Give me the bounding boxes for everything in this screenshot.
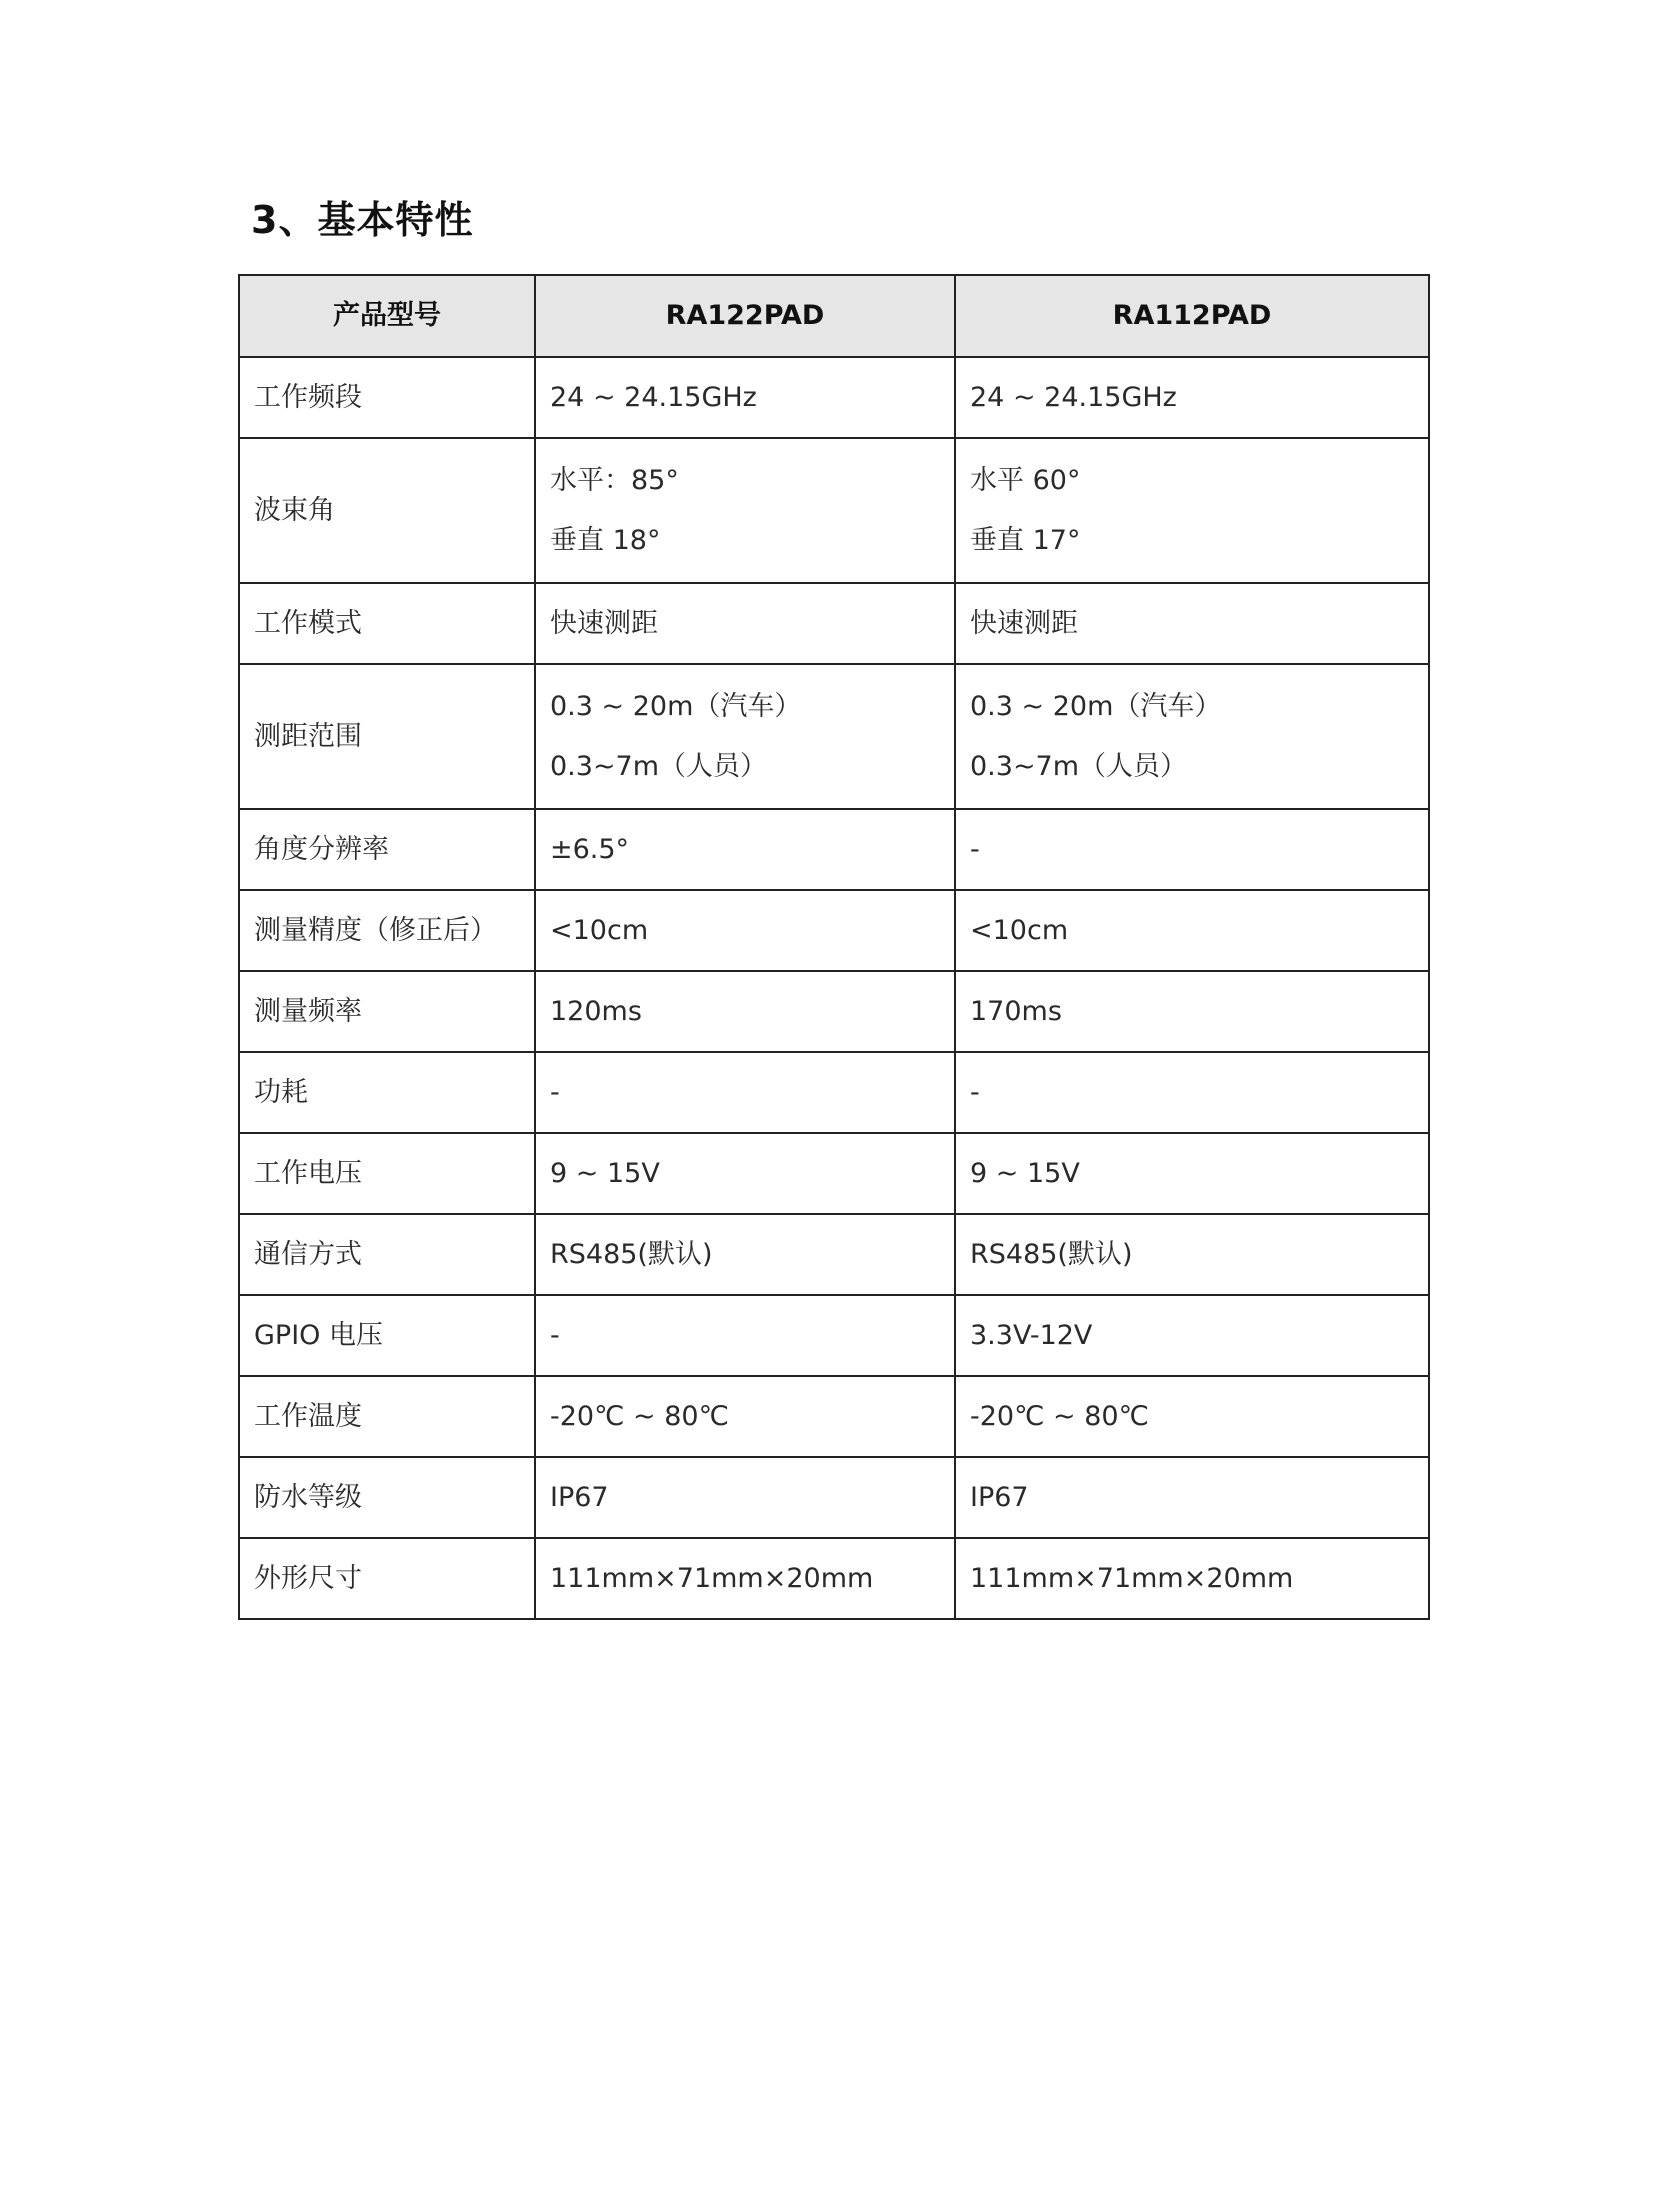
cell-line: 水平：85° [550, 464, 679, 496]
cell-line: 0.3 ~ 20m（汽车） [970, 690, 1222, 722]
cell-model-b [955, 438, 1429, 583]
row-label: 通信方式 [239, 1214, 535, 1295]
cell-model-a [535, 1133, 955, 1214]
cell-line: 0.3~7m（人员） [970, 750, 1188, 782]
cell-model-b [955, 1457, 1429, 1538]
row-label: 测量精度（修正后） [239, 890, 535, 971]
cell-model-a [535, 890, 955, 971]
cell-line: <10cm [970, 914, 1069, 946]
table-row [239, 357, 1429, 438]
cell-line: 120ms [550, 995, 642, 1027]
row-label: 工作电压 [239, 1133, 535, 1214]
cell-line: 24 ~ 24.15GHz [970, 381, 1177, 413]
table-row [239, 1376, 1429, 1457]
cell-line: - [550, 1319, 560, 1351]
cell-model-b [955, 1133, 1429, 1214]
cell-model-b [955, 971, 1429, 1052]
cell-model-a [535, 1376, 955, 1457]
cell-line: 垂直 18° [550, 524, 661, 556]
cell-line: RS485(默认) [550, 1238, 713, 1270]
cell-model-b [955, 890, 1429, 971]
row-label: 外形尺寸 [239, 1538, 535, 1619]
table-row [239, 1133, 1429, 1214]
cell-line: -20℃ ~ 80℃ [550, 1400, 729, 1432]
table-row [239, 1052, 1429, 1133]
table-row [239, 1214, 1429, 1295]
cell-model-a [535, 1457, 955, 1538]
cell-model-b [955, 1376, 1429, 1457]
row-label: 测距范围 [239, 664, 535, 809]
cell-model-b [955, 357, 1429, 438]
row-label: 工作温度 [239, 1376, 535, 1457]
cell-line: 9 ~ 15V [550, 1157, 660, 1189]
row-label: 测量频率 [239, 971, 535, 1052]
table-header-row [239, 275, 1429, 357]
cell-line: RS485(默认) [970, 1238, 1133, 1270]
cell-model-b [955, 1295, 1429, 1376]
cell-line: 快速测距 [970, 607, 1078, 639]
cell-line: IP67 [550, 1481, 609, 1513]
row-label: GPIO 电压 [239, 1295, 535, 1376]
cell-model-b [955, 583, 1429, 664]
cell-model-a [535, 664, 955, 809]
table-row [239, 971, 1429, 1052]
header-model-b: RA112PAD [955, 275, 1429, 357]
row-label: 功耗 [239, 1052, 535, 1133]
table-row [239, 1295, 1429, 1376]
cell-model-a [535, 1214, 955, 1295]
table-body [239, 357, 1429, 1619]
cell-model-a [535, 583, 955, 664]
table-row [239, 1457, 1429, 1538]
cell-model-a [535, 438, 955, 583]
cell-line: 水平 60° [970, 464, 1081, 496]
table-row [239, 809, 1429, 890]
table-row [239, 664, 1429, 809]
cell-line: 垂直 17° [970, 524, 1081, 556]
cell-line: ±6.5° [550, 833, 630, 865]
cell-line: - [550, 1076, 560, 1108]
table-row [239, 583, 1429, 664]
cell-model-a [535, 1295, 955, 1376]
cell-line: 111mm×71mm×20mm [550, 1562, 874, 1594]
cell-model-b [955, 809, 1429, 890]
cell-line: 111mm×71mm×20mm [970, 1562, 1294, 1594]
table-row [239, 890, 1429, 971]
section-title: 3、基本特性 [251, 198, 474, 242]
cell-model-b [955, 1538, 1429, 1619]
cell-line: 24 ~ 24.15GHz [550, 381, 757, 413]
cell-line: - [970, 1076, 980, 1108]
row-label: 工作模式 [239, 583, 535, 664]
header-product-model: 产品型号 [239, 275, 535, 357]
cell-model-b [955, 1052, 1429, 1133]
cell-line: IP67 [970, 1481, 1029, 1513]
spec-table [238, 274, 1430, 1620]
row-label: 工作频段 [239, 357, 535, 438]
table-row [239, 1538, 1429, 1619]
cell-line: 0.3 ~ 20m（汽车） [550, 690, 802, 722]
cell-model-a [535, 809, 955, 890]
cell-line: -20℃ ~ 80℃ [970, 1400, 1149, 1432]
row-label: 角度分辨率 [239, 809, 535, 890]
cell-model-a [535, 971, 955, 1052]
cell-model-b [955, 1214, 1429, 1295]
cell-model-b [955, 664, 1429, 809]
cell-line: <10cm [550, 914, 649, 946]
cell-line: 0.3~7m（人员） [550, 750, 768, 782]
cell-model-a [535, 357, 955, 438]
row-label: 波束角 [239, 438, 535, 583]
header-model-a: RA122PAD [535, 275, 955, 357]
cell-line: 170ms [970, 995, 1062, 1027]
cell-line: 3.3V-12V [970, 1319, 1093, 1351]
cell-line: 9 ~ 15V [970, 1157, 1080, 1189]
cell-line: 快速测距 [550, 607, 658, 639]
row-label: 防水等级 [239, 1457, 535, 1538]
cell-model-a [535, 1538, 955, 1619]
table-row [239, 438, 1429, 583]
cell-line: - [970, 833, 980, 865]
cell-model-a [535, 1052, 955, 1133]
